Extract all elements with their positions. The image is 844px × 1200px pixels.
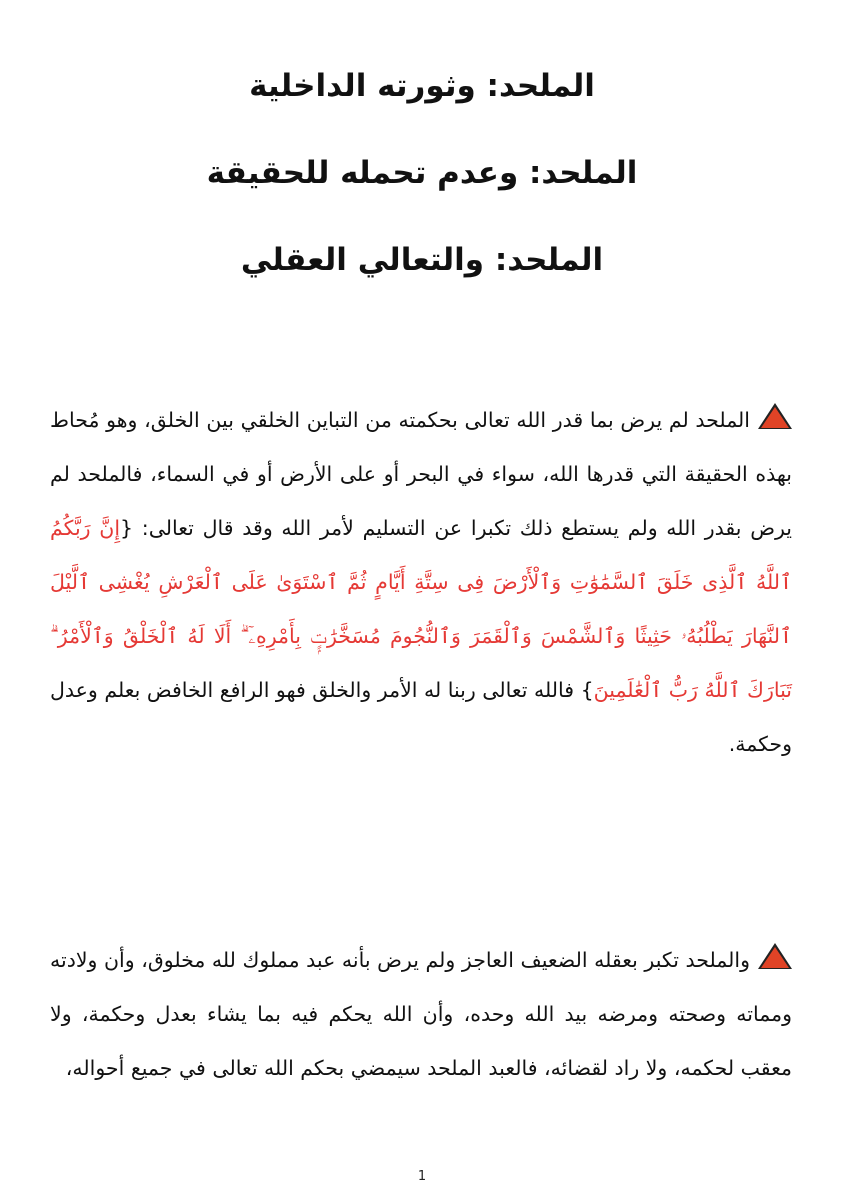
page-number: 1 bbox=[417, 1169, 427, 1184]
warning-triangle-icon bbox=[758, 943, 792, 969]
page-title-1: الملحد: وثورته الداخلية bbox=[249, 68, 595, 104]
paragraph-1 bbox=[50, 393, 792, 771]
quran-verse: إِنَّ رَبَّكُمُ ٱللَّهُ ٱلَّذِى خَلَقَ ٱلسَّمَٰوَٰتِ وَٱلْأَرْضَ فِى سِتَّةِ أَيَّامٍ ثُمَّ ٱسْتَوَىٰ عَلَى ٱلْعَرْشِ يُغْشِى ٱلَّيْلَ ٱلنَّهَارَ يَطْلُبُهُۥ حَثِيثًا وَٱلشَّمْسَ وَٱلْقَمَرَ وَٱلنُّجُومَ مُسَخَّرَٰتٍۭ بِأَمْرِهِۦٓ ۗ أَلَا لَهُ ٱلْخَلْقُ وَٱلْأَمْرُ ۗ تَبَارَكَ ٱللَّهُ رَبُّ ٱلْعَٰلَمِينَ bbox=[50, 516, 792, 702]
warning-triangle-icon bbox=[758, 403, 792, 429]
paragraph-1-text-after: } فالله تعالى ربنا له الأمر والخلق فهو الرافع الخافض بعلم وعدل وحكمة. bbox=[50, 678, 792, 756]
paragraph-2 bbox=[50, 933, 792, 1095]
paragraph-1-text-before: الملحد لم يرض بما قدر الله تعالى بحكمته من التباين الخلقي بين الخلق، وهو مُحاط بهذه الحقيقة التي قدرها الله، سواء في البحر أو على الأرض أو في السماء، فالملحد لم يرض بقدر الله ولم يستطع ذلك تكبرا عن التسليم لأمر الله وقد قال تعالى: { bbox=[50, 408, 792, 540]
page-title-3: الملحد: والتعالي العقلي bbox=[240, 242, 604, 278]
page-title-2: الملحد: وعدم تحمله للحقيقة bbox=[206, 155, 638, 191]
paragraph-2-text: والملحد تكبر بعقله الضعيف العاجز ولم يرض بأنه عبد مملوك لله مخلوق، وأن ولادته ومماته وصحته ومرضه بيد الله وحده، وأن الله يحكم فيه بما يشاء بعدل وحكمة، ولا معقب لحكمه، ولا راد لقضائه، فالعبد الملحد سيمضي بحكم الله تعالى في جميع أحواله، bbox=[50, 948, 792, 1080]
title-block bbox=[0, 64, 844, 325]
